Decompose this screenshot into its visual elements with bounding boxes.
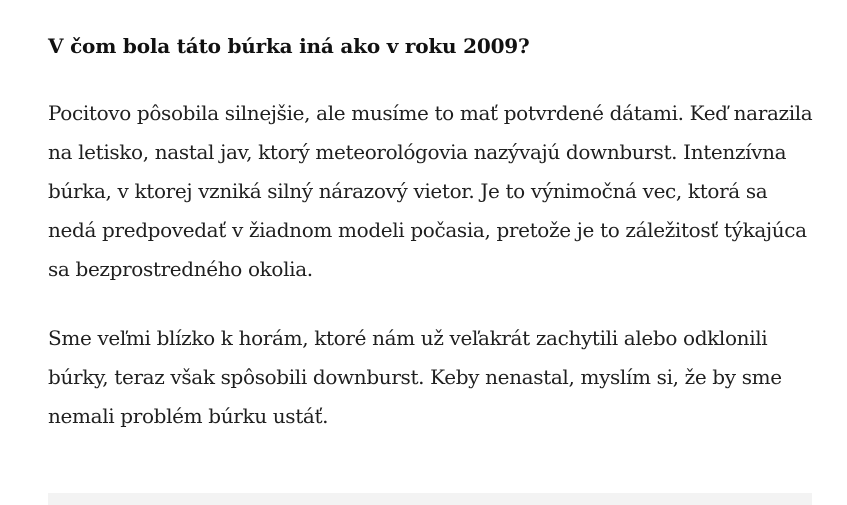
answer-paragraph-2: Sme veľmi blízko k horám, ktoré nám už veľakrát zachytili alebo odklonili búrky, teraz však spôsobili downburst. Keby nenastal, myslím si, že by sme nemali problém búrku ustáť. <box>48 326 782 428</box>
article-body <box>48 26 818 436</box>
next-content-box <box>48 493 812 505</box>
answer-paragraph-1: Pocitovo pôsobila silnejšie, ale musíme to mať potvrdené dátami. Keď narazila na letisko, nastal jav, ktorý meteorológovia nazývajú downburst. Intenzívna búrka, v ktorej vzniká silný nárazový vietor. Je to výnimočná vec, ktorá sa nedá predpovedať v žiadnom modeli počasia, pretože je to záležitosť týkajúca sa bezprostredného okolia. <box>48 101 813 281</box>
interview-question: V čom bola táto búrka iná ako v roku 2009? <box>48 34 530 58</box>
